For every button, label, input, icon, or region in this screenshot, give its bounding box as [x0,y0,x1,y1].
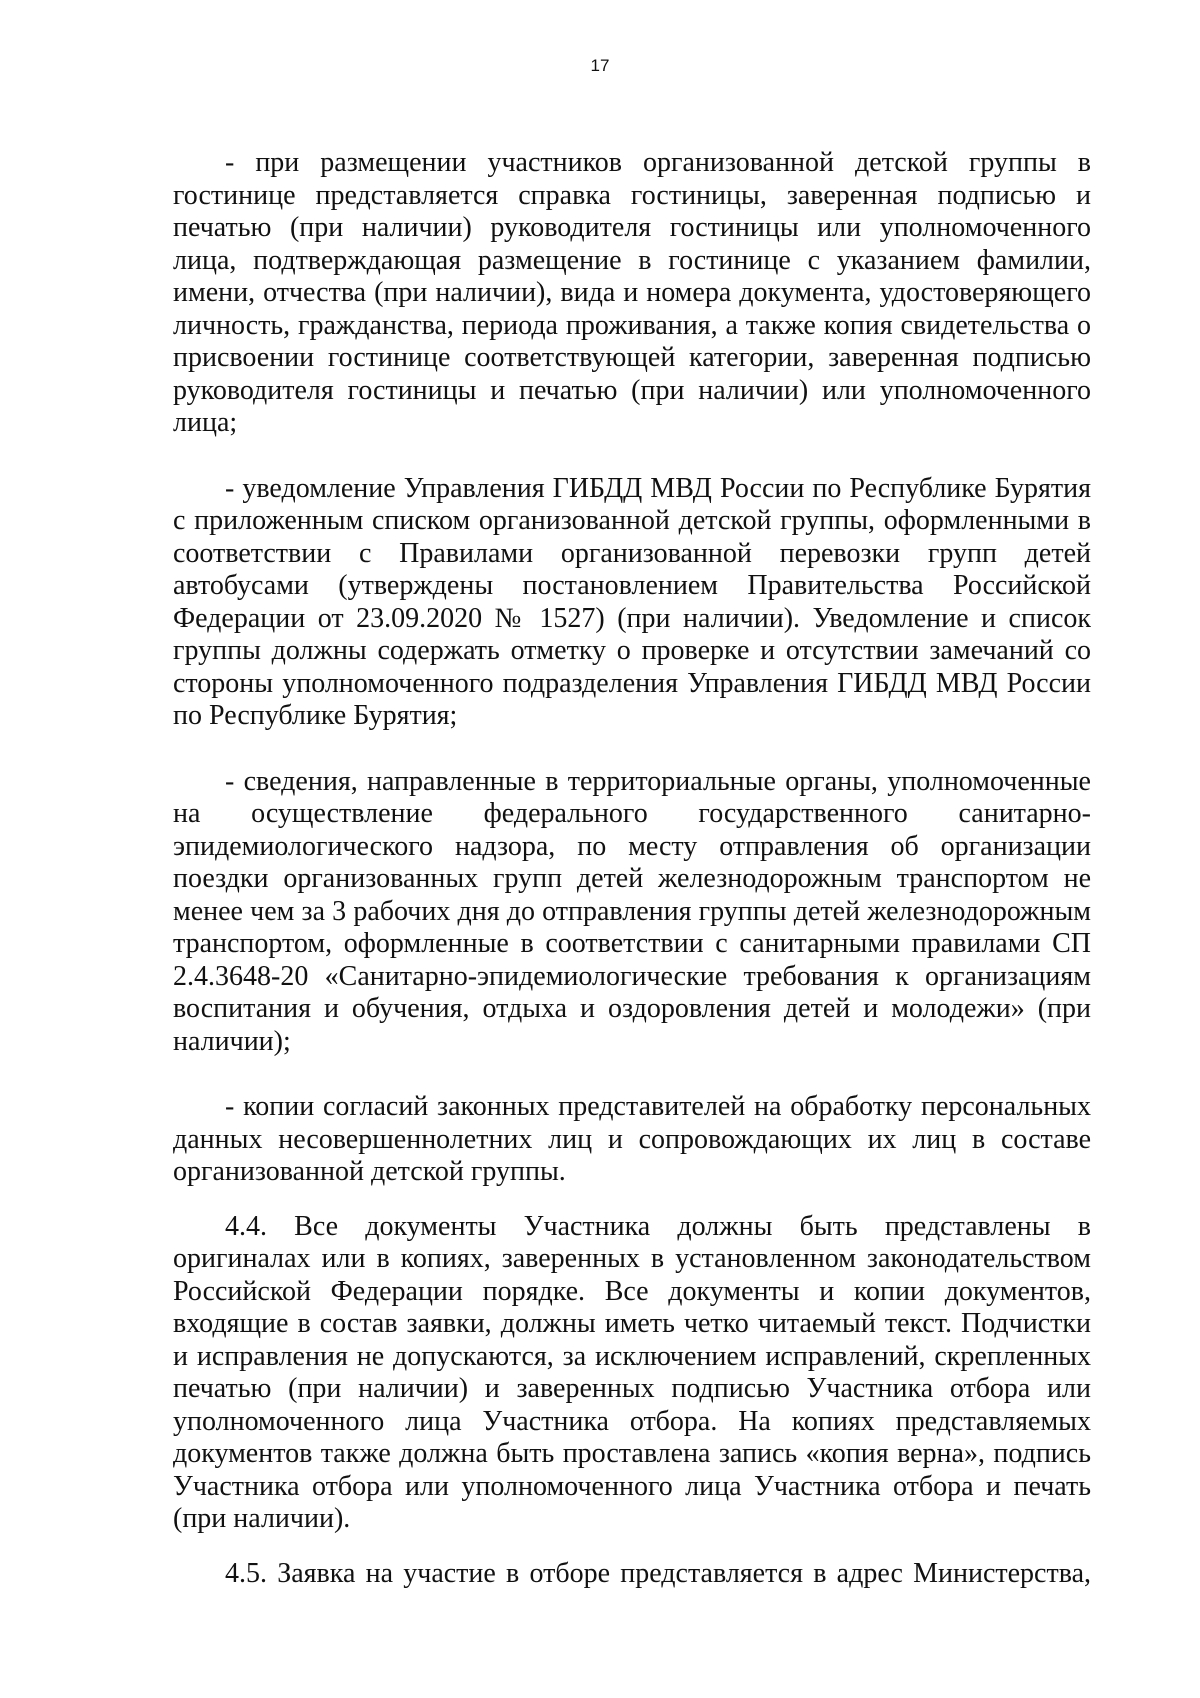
paragraph-clause-4-5: 4.5. Заявка на участие в отборе представляется в адрес Министерства, [225,1557,1091,1589]
paragraph-clause-4-4: 4.4. Все документы Участника должны быть представлены в оригиналах или в копиях, заверенных в установленном законодательством Российской Федерации порядке. Все документы и копии документов, входящие в состав заявки, должны иметь четко читаемый текст. Подчистки и исправления не допускаются, за исключением исправлений, скрепленных печатью (при наличии) и заверенных подписью Участника отбора или уполномоченного лица Участника отбора. На копиях представляемых документов также должна быть проставлена запись «копия верна», подпись Участника отбора или уполномоченного лица Участника отбора и печать (при наличии). [173,1210,1091,1534]
paragraph-gibdd-notification: - уведомление Управления ГИБДД МВД России по Республике Бурятия с приложенным списком организованной детской группы, оформленными в соответствии с Правилами организованной перевозки групп детей автобусами (утверждены постановлением Правительства Российской Федерации от 23.09.2020 № 1527) (при наличии). Уведомление и список группы должны содержать отметку о проверке и отсутствии замечаний со стороны уполномоченного подразделения Управления ГИБДД МВД России по Республике Бурятия; [173,472,1091,731]
page-number: 17 [590,56,610,75]
paragraph-consent-copies: - копии согласий законных представителей на обработку персональных данных несовершеннолетних лиц и сопровождающих их лиц в составе организованной детской группы. [173,1091,1091,1187]
paragraph-hotel-certificate: - при размещении участников организованной детской группы в гостинице представляется справка гостиницы, заверенная подписью и печатью (при наличии) руководителя гостиницы или уполномоченного лица, подтверждающая размещение в гостинице с указанием фамилии, имени, отчества (при наличии), вида и номера документа, удостоверяющего личность, гражданства, периода проживания, а также копия свидетельства о присвоении гостинице соответствующей категории, заверенная подписью руководителя гостиницы и печатью (при наличии) или уполномоченного лица; [173,147,1091,438]
document-body [173,147,1091,1590]
paragraph-sanitary-information: - сведения, направленные в территориальные органы, уполномоченные на осуществление федерального государственного санитарно-эпидемиологического надзора, по месту отправления об организации поездки организованных групп детей железнодорожным транспортом не менее чем за 3 рабочих дня до отправления группы детей железнодорожным транспортом, оформленные в соответствии с санитарными правилами СП 2.4.3648-20 «Санитарно-эпидемиологические требования к организациям воспитания и обучения, отдыха и оздоровления детей и молодежи» (при наличии); [173,765,1091,1057]
